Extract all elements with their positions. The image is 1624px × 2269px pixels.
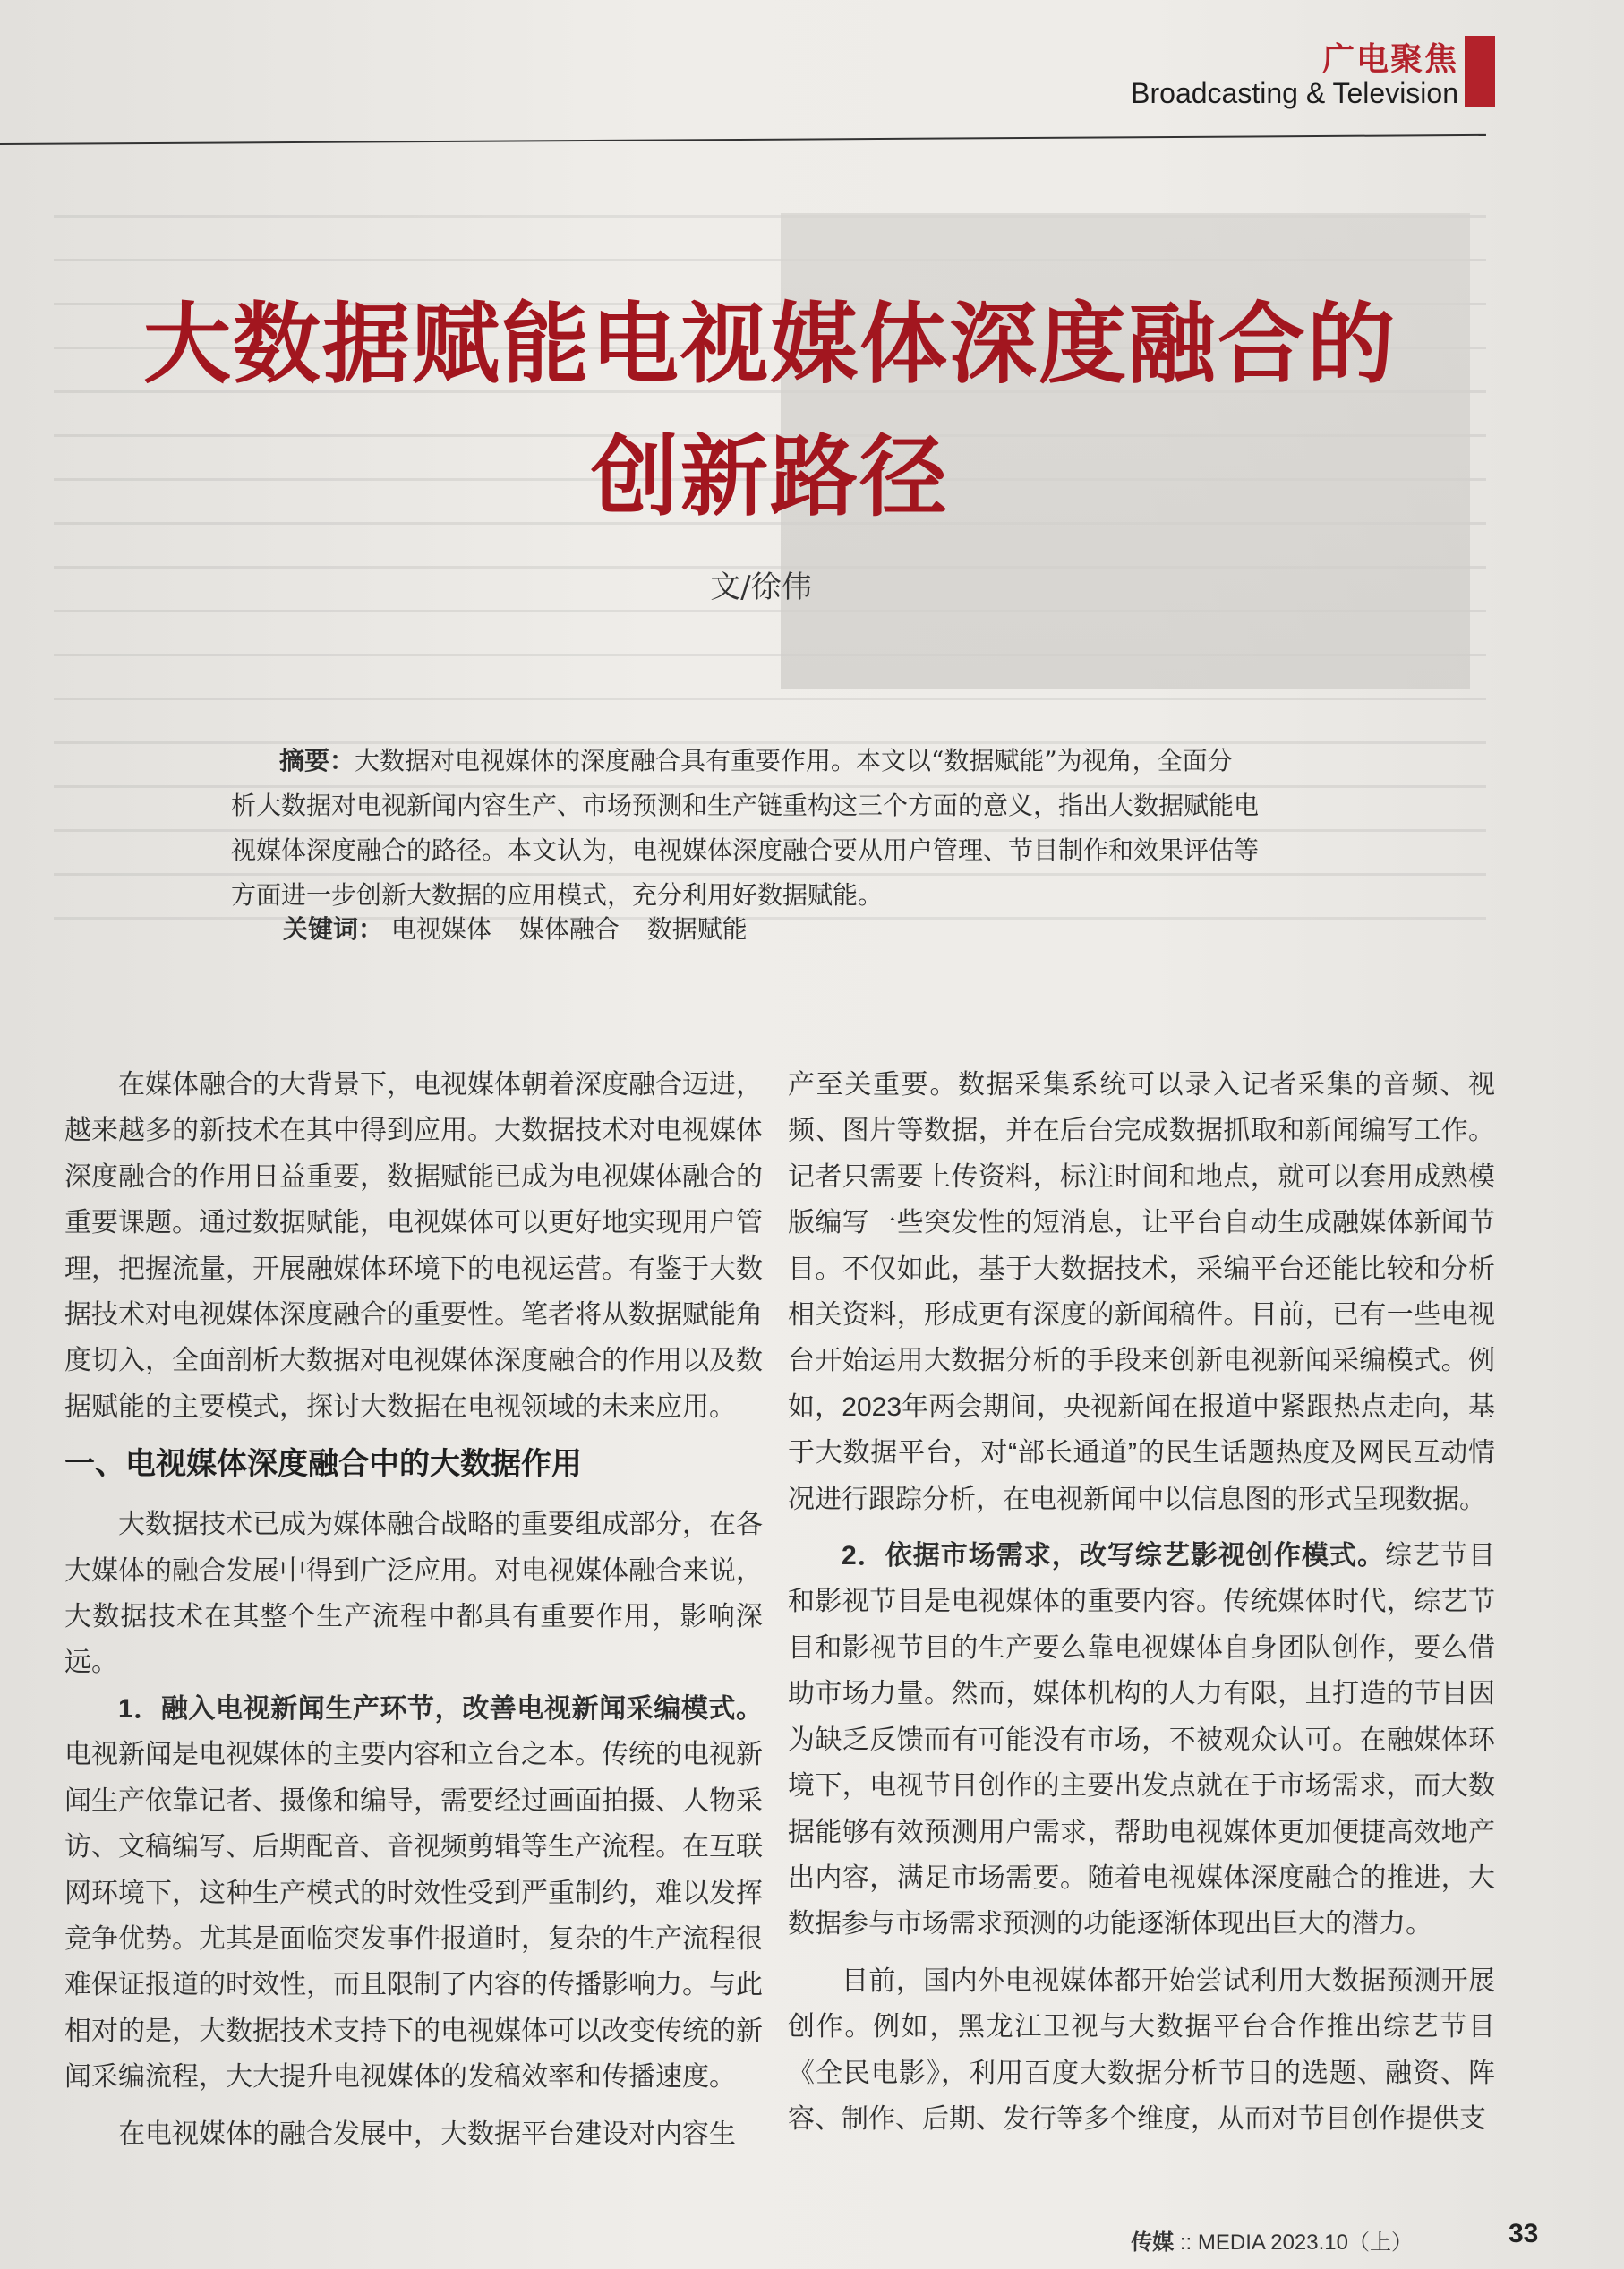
abstract-line: 大数据对电视媒体的深度融合具有重要作用。本文以“数据赋能”为视角，全面分 <box>355 746 1233 775</box>
footer-issue: 2023.10（上） <box>1270 2230 1413 2255</box>
keyword: 媒体融合 <box>518 914 620 944</box>
body-column-right <box>788 1062 1495 2142</box>
intro-paragraph: 在媒体融合的大背景下，电视媒体朝着深度融合迈进，越来越多的新技术在其中得到应用。大数据技术对电视媒体深度融合的作用日益重要，数据赋能已成为电视媒体融合的重要课题。通过数据赋能，电视媒体可以更好地实现用户管理，把握流量，开展融媒体环境下的电视运营。有鉴于大数据技术对电视媒体深度融合的重要性。笔者将从数据赋能角度切入，全面剖析大数据对电视媒体深度融合的作用以及数据赋能的主要模式，探讨大数据在电视领域的未来应用。 <box>64 1070 763 1422</box>
footer-magazine: MEDIA <box>1197 2230 1265 2255</box>
body-paragraph: 在电视媒体的融合发展中，大数据平台建设对内容生 <box>118 2119 736 2149</box>
section-heading: 一、电视媒体深度融合中的大数据作用 <box>64 1447 582 1482</box>
keywords <box>283 912 767 947</box>
section-marker-bar <box>1465 36 1495 107</box>
abstract-line: 视媒体深度融合的路径。本文认为，电视媒体深度融合要从用户管理、节目制作和效果评估等 <box>231 835 1260 865</box>
body-paragraph: 产至关重要。数据采集系统可以录入记者采集的音频、视频、图片等数据，并在后台完成数据抓取和新闻编写工作。记者只需要上传资料，标注时间和地点，就可以套用成熟模版编写一些突发性的短消息，让平台自动生成融媒体新闻节目。不仅如此，基于大数据技术，采编平台还能比较和分析相关资料，形成更有深度的新闻稿件。目前，已有一些电视台开始运用大数据分析的手段来创新电视新闻采编模式。例如，2023年两会期间，央视新闻在报道中紧跟热点走向，基于大数据平台，对“部长通道”的民生话题热度及网民互动情况进行跟踪分析，在电视新闻中以信息图的形式呈现数据。 <box>788 1070 1495 1514</box>
page-number: 33 <box>1509 2219 1539 2248</box>
body-paragraph: 大数据技术已成为媒体融合战略的重要组成部分，在各大媒体的融合发展中得到广泛应用。对电视媒体融合来说，大数据技术在其整个生产流程中都具有重要作用，影响深远。 <box>64 1510 763 1678</box>
abstract <box>231 739 1305 918</box>
abstract-label: 摘要： <box>279 746 355 775</box>
keyword: 数据赋能 <box>646 914 748 944</box>
body-paragraph: 目前，国内外电视媒体都开始尝试利用大数据预测开展创作。例如，黑龙江卫视与大数据平台合作推出综艺节目《全民电影》，利用百度大数据分析节目的选题、融资、阵容、制作、后期、发行等多个维度，从而对节目创作提供支 <box>788 1965 1495 2134</box>
article-author: 文/徐伟 <box>710 569 812 605</box>
abstract-line: 析大数据对电视新闻内容生产、市场预测和生产链重构这三个方面的意义，指出大数据赋能电 <box>231 791 1260 820</box>
keywords-label: 关键词： <box>283 914 384 944</box>
subsection-heading: 2．依据市场需求，改写综艺影视创作模式。 <box>842 1541 1385 1571</box>
footer-separator: :: <box>1179 2230 1192 2255</box>
article-title-line2: 创新路径 <box>590 425 949 528</box>
section-title-cn: 广电聚焦 <box>1321 41 1458 78</box>
section-title-en: Broadcasting & Television <box>1131 77 1458 109</box>
article-title-line1: 大数据赋能电视媒体深度融合的 <box>142 293 1397 396</box>
abstract-line: 方面进一步创新大数据的应用模式，充分利用好数据赋能。 <box>231 880 884 910</box>
footer-brand: 传媒 <box>1131 2230 1175 2255</box>
body-paragraph: 电视新闻是电视媒体的主要内容和立台之本。传统的电视新闻生产依靠记者、摄像和编导，需要经过画面拍摄、人物采访、文稿编写、后期配音、音视频剪辑等生产流程。在互联网环境下，这种生产模式的时效性受到严重制约，难以发挥竞争优势。尤其是面临突发事件报道时，复杂的生产流程很难保证报道的时效性，而且限制了内容的传播影响力。与此相对的是，大数据技术支持下的电视媒体可以改变传统的新闻采编流程，大大提升电视媒体的发稿效率和传播速度。 <box>64 1740 763 2093</box>
body-column-left <box>64 1062 763 2157</box>
page-footer <box>1131 2224 1413 2256</box>
body-paragraph: 综艺节目和影视节目是电视媒体的重要内容。传统媒体时代，综艺节目和影视节目的生产要么靠电视媒体自身团队创作，要么借助市场力量。然而，媒体机构的人力有限，且打造的节目因为缺乏反馈而有可能没有市场，不被观众认可。在融媒体环境下，电视节目创作的主要出发点就在于市场需求，而大数据能够有效预测用户需求，帮助电视媒体更加便捷高效地产出内容，满足市场需要。随着电视媒体深度融合的推进，大数据参与市场需求预测的功能逐渐体现出巨大的潜力。 <box>788 1541 1496 1939</box>
subsection-heading: 1．融入电视新闻生产环节，改善电视新闻采编模式。 <box>118 1693 763 1724</box>
keyword: 电视媒体 <box>390 914 491 944</box>
